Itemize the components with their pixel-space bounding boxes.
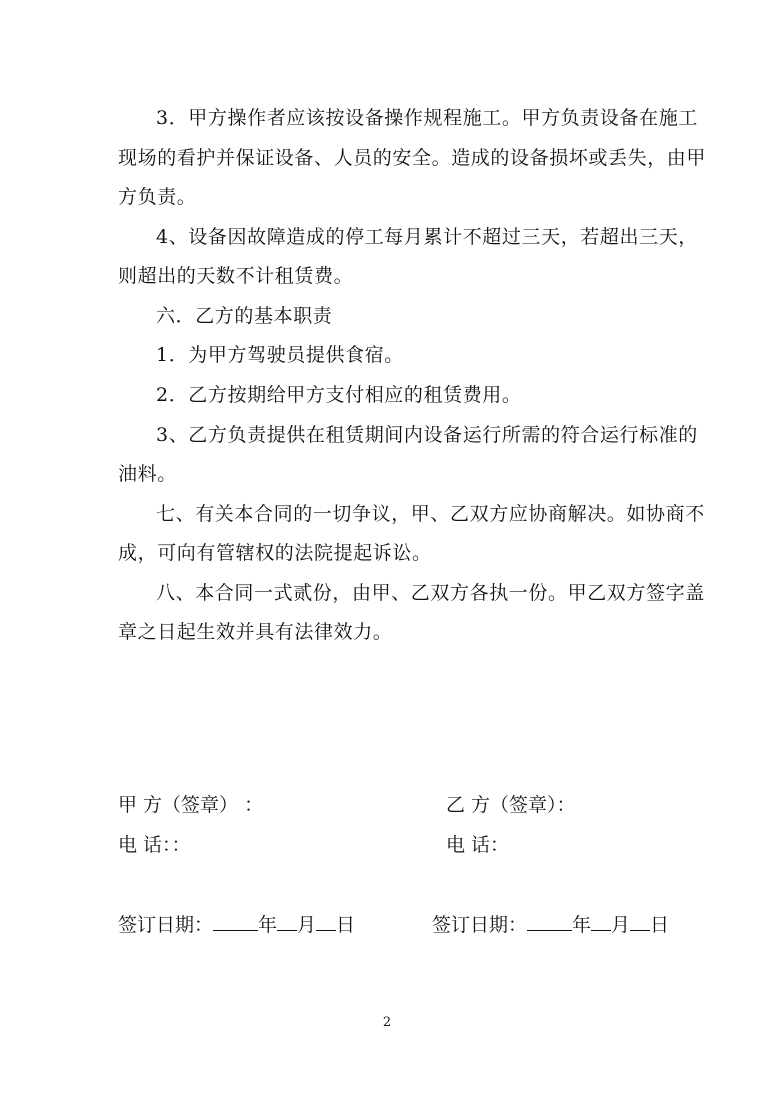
page-number: 2 — [382, 1015, 392, 1030]
section-7-line-1: 七、有关本合同的一切争议，甲、乙双方应协商解决。如协商不 — [156, 503, 705, 525]
month-blank — [277, 912, 297, 931]
year-blank — [213, 912, 258, 931]
clause-4-line-1: 4、设备因故障造成的停工每月累计不超过三天，若超出三天， — [156, 226, 698, 248]
section-6-item-1: 1．为甲方驾驶员提供食宿。 — [156, 344, 404, 366]
sign-date-prefix: 签订日期： — [432, 914, 528, 936]
sign-date-prefix: 签订日期： — [118, 914, 214, 936]
clause-4-line-2: 则超出的天数不计租赁费。 — [118, 265, 354, 287]
month-label: 月 — [611, 914, 631, 936]
party-b-phone-label: 电 话： — [446, 834, 510, 856]
day-blank — [316, 912, 336, 931]
party-a-sign-date — [118, 912, 355, 937]
year-label: 年 — [572, 914, 592, 936]
party-a-phone-label: 电 话：： — [118, 834, 191, 856]
year-label: 年 — [258, 914, 278, 936]
day-blank — [630, 912, 650, 931]
section-6-item-3-line-1: 3、乙方负责提供在租赁期间内设备运行所需的符合运行标准的 — [156, 424, 698, 446]
month-label: 月 — [297, 914, 317, 936]
party-b-sign-date — [432, 912, 669, 937]
clause-3-line-3: 方负责。 — [118, 186, 197, 208]
day-label: 日 — [650, 914, 670, 936]
clause-3-line-2: 现场的看护并保证设备、人员的安全。造成的设备损坏或丢失，由甲 — [118, 147, 707, 169]
month-blank — [591, 912, 611, 931]
section-6-heading: 六．乙方的基本职责 — [156, 305, 333, 327]
section-6-item-3-line-2: 油料。 — [118, 463, 177, 485]
party-a-signature-label: 甲 方（签章） ： — [118, 794, 264, 816]
party-b-signature-label: 乙 方（签章）： — [446, 794, 576, 816]
section-8-line-1: 八、本合同一式贰份，由甲、乙双方各执一份。甲乙双方签字盖 — [156, 582, 705, 604]
clause-3-line-1: 3．甲方操作者应该按设备操作规程施工。甲方负责设备在施工 — [156, 107, 698, 129]
day-label: 日 — [336, 914, 356, 936]
section-8-line-2: 章之日起生效并具有法律效力。 — [118, 621, 393, 643]
section-6-item-2: 2．乙方按期给甲方支付相应的租赁费用。 — [156, 384, 522, 406]
section-7-line-2: 成，可向有管辖权的法院提起诉讼。 — [118, 542, 432, 564]
year-blank — [527, 912, 572, 931]
